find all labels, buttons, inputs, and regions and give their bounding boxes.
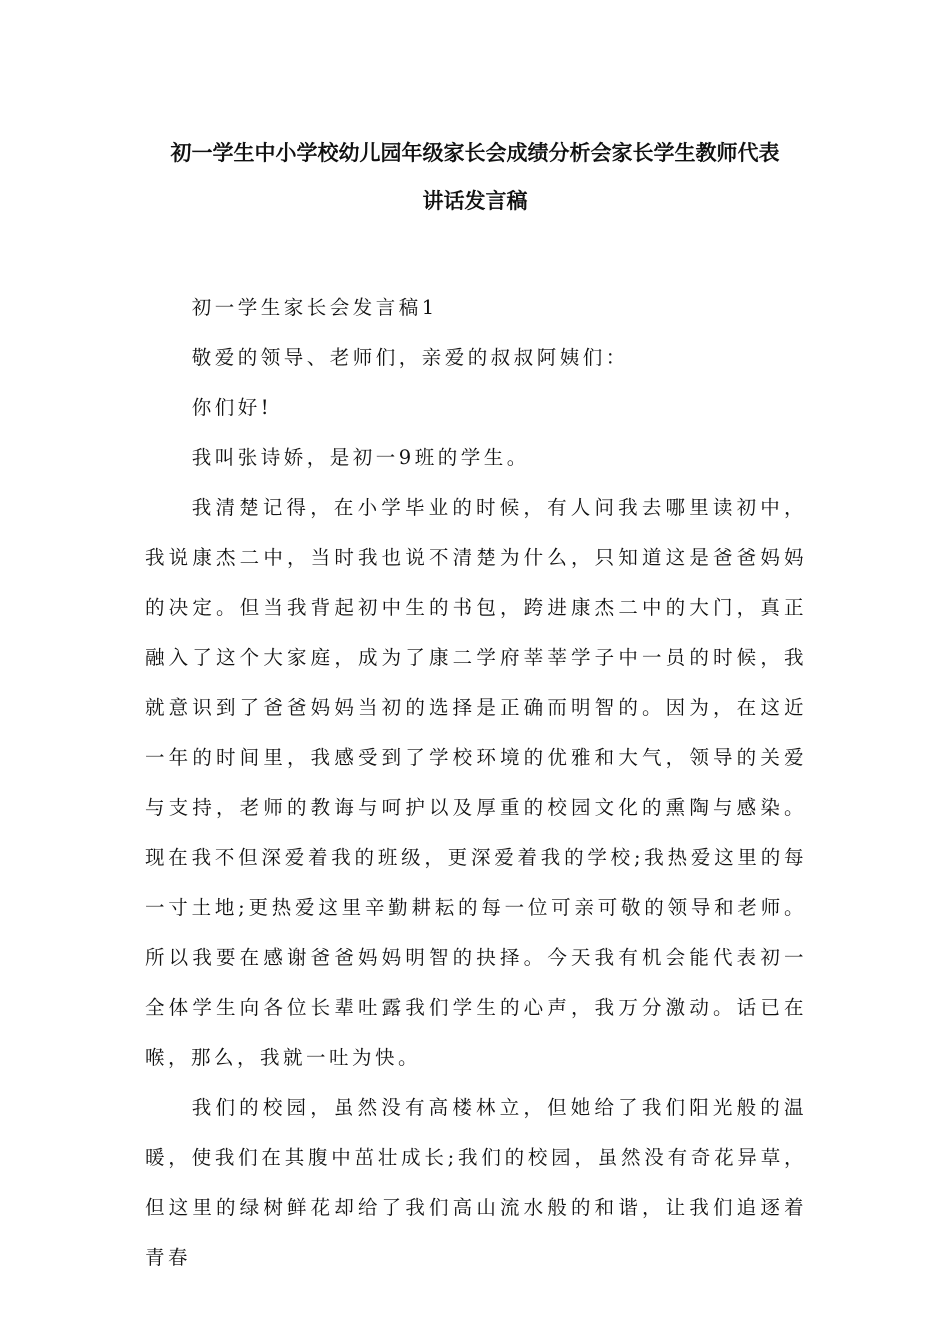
speech-heading: 初一学生家长会发言稿1 — [191, 296, 438, 319]
greeting: 你们好! — [191, 396, 273, 419]
self-introduction: 我叫张诗娇，是初一9班的学生。 — [191, 446, 530, 469]
document-title-line-1: 初一学生中小学校幼儿园年级家长会成绩分析会家长学生教师代表 — [170, 141, 780, 165]
document-body — [145, 283, 807, 1283]
body-paragraph: 我清楚记得，在小学毕业的时候，有人问我去哪里读初中，我说康杰二中，当时我也说不清楚为什么，只知道这是爸爸妈妈的决定。但当我背起初中生的书包，跨进康杰二中的大门，真正融入了这个大家庭，成为了康二学府莘莘学子中一员的时候，我就意识到了爸爸妈妈当初的选择是正确而明智的。因为，在这近一年的时间里，我感受到了学校环境的优雅和大气，领导的关爱与支持，老师的教诲与呵护以及厚重的校园文化的熏陶与感染。现在我不但深爱着我的班级，更深爱着我的学校;我热爱这里的每一寸土地;更热爱这里辛勤耕耘的每一位可亲可敬的领导和老师。所以我要在感谢爸爸妈妈明智的抉择。今天我有机会能代表初一全体学生向各位长辈吐露我们学生的心声，我万分激动。话已在喉，那么，我就一吐为快。 — [145, 496, 807, 1069]
salutation: 敬爱的领导、老师们，亲爱的叔叔阿姨们： — [191, 346, 629, 369]
document-title-line-2: 讲话发言稿 — [422, 189, 528, 213]
body-paragraph: 我们的校园，虽然没有高楼林立，但她给了我们阳光般的温暖，使我们在其腹中茁壮成长;我们的校园，虽然没有奇花异草，但这里的绿树鲜花却给了我们高山流水般的和谐，让我们追逐着青春 — [145, 1096, 807, 1269]
